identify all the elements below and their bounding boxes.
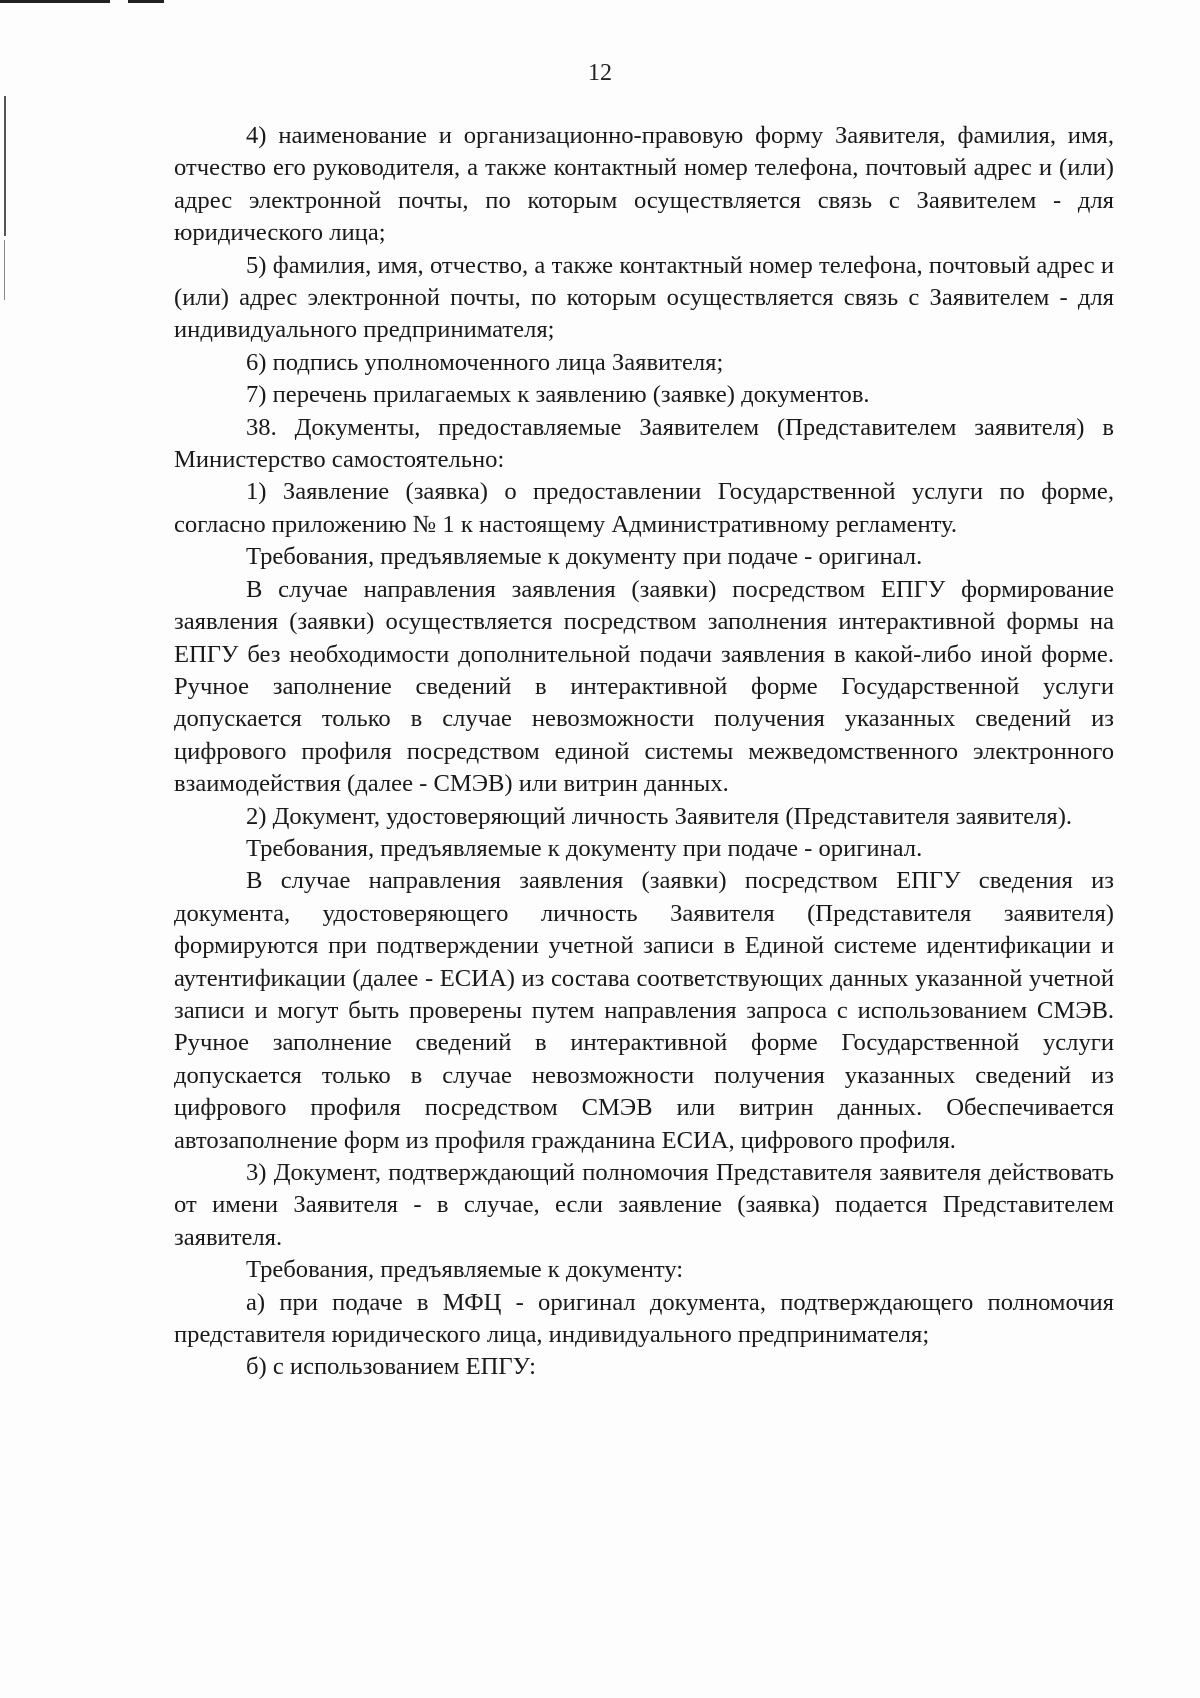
scan-edge-mark (4, 96, 6, 236)
paragraph: 4) наименование и организационно-правовую форму Заявителя, фамилия, имя, отчество его руководителя, а также контактный номер телефона, почтовый адрес и (или) адрес электронной почты, по которым осуществляется связь с Заявителем - для юридического лица; (174, 122, 1114, 247)
document-body (174, 120, 1114, 1384)
paragraph: Требования, предъявляемые к документу при подаче - оригинал. (246, 834, 923, 862)
paragraph: 3) Документ, подтверждающий полномочия Представителя заявителя действовать от имени Заявителя - в случае, если заявление (заявка) подается Представителем заявителя. (174, 1159, 1114, 1251)
paragraph: 2) Документ, удостоверяющий личность Заявителя (Представителя заявителя). (246, 802, 1073, 830)
paragraph: 1) Заявление (заявка) о предоставлении Государственной услуги по форме, согласно приложению № 1 к настоящему Административному регламенту. (174, 478, 1114, 538)
scan-edge-mark (4, 240, 5, 300)
scan-edge-mark (128, 0, 164, 3)
paragraph: 7) перечень прилагаемых к заявлению (заявке) документов. (246, 381, 870, 409)
paragraph: 6) подпись уполномоченного лица Заявителя; (246, 348, 724, 376)
paragraph: б) с использованием ЕПГУ: (246, 1353, 536, 1381)
scan-edge-mark (0, 0, 110, 3)
paragraph: 38. Документы, предоставляемые Заявителем (Представителем заявителя) в Министерство самостоятельно: (174, 413, 1114, 474)
paragraph: Требования, предъявляемые к документу: (246, 1256, 684, 1284)
paragraph: В случае направления заявления (заявки) посредством ЕПГУ формирование заявления (заявки) осуществляется посредством заполнения интерактивной формы на ЕПГУ без необходимости дополнительной подачи заявления в какой-либо иной форме. Ручное заполнение сведений в интерактивной форме Государственной услуги допускается только в случае невозможности получения указанных сведений из цифрового профиля посредством единой системы межведомственного электронного взаимодействия (далее - СМЭВ) или витрин данных. (174, 575, 1114, 798)
paragraph: Требования, предъявляемые к документу при подаче - оригинал. (246, 543, 923, 571)
paragraph: а) при подаче в МФЦ - оригинал документа, подтверждающего полномочия представителя юридического лица, индивидуального предпринимателя; (174, 1288, 1114, 1349)
paragraph: В случае направления заявления (заявки) посредством ЕПГУ сведения из документа, удостоверяющего личность Заявителя (Представителя заявителя) формируются при подтверждении учетной записи в Единой системе идентификации и аутентификации (далее - ЕСИА) из состава соответствующих данных указанной учетной записи и могут быть проверены путем направления запроса с использованием СМЭВ. Ручное заполнение сведений в интерактивной форме Государственной услуги допускается только в случае невозможности получения указанных сведений из цифрового профиля посредством СМЭВ или витрин данных. Обеспечивается автозаполнение форм из профиля гражданина ЕСИА, цифрового профиля. (174, 867, 1114, 1154)
paragraph: 5) фамилия, имя, отчество, а также контактный номер телефона, почтовый адрес и (или) адрес электронной почты, по которым осуществляется связь с Заявителем - для индивидуального предпринимателя; (174, 251, 1114, 344)
page-number: 12 (588, 60, 612, 86)
